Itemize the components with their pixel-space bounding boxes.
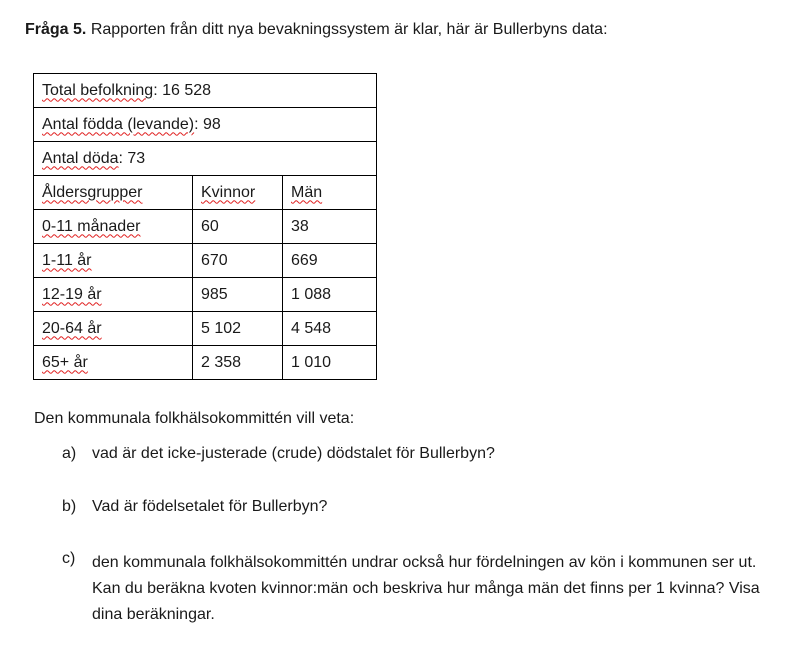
men-count-cell: 1 010 <box>283 346 377 380</box>
total-population-label: Total befolkning <box>42 81 154 99</box>
age-group-cell: 65+ år <box>34 346 193 380</box>
header-men: Män <box>283 176 377 210</box>
men-count-cell: 1 088 <box>283 278 377 312</box>
women-count-cell: 60 <box>193 210 283 244</box>
men-count-cell: 4 548 <box>283 312 377 346</box>
table-row <box>34 346 377 380</box>
question-letter: a) <box>62 445 77 462</box>
question-text: vad är det icke-justerade (crude) dödstalet för Bullerbyn? <box>92 445 495 462</box>
men-count-cell: 38 <box>283 210 377 244</box>
deaths-label: Antal döda <box>42 149 119 167</box>
question-letter: b) <box>62 498 77 515</box>
question-text: den kommunala folkhälsokommittén undrar också hur fördelningen av kön i kommunen ser ut. Kan du beräkna kvoten kvinnor:män och beskriva hur många män det finns per 1 kvinna? Visa dina beräkningar. <box>92 554 760 623</box>
births-cell: Antal födda (levande): 98 <box>34 108 377 142</box>
table-row <box>34 244 377 278</box>
women-count-cell: 670 <box>193 244 283 278</box>
deaths-value: 73 <box>127 149 146 167</box>
question-heading <box>25 21 608 39</box>
question-label: Fråga 5. <box>25 21 87 38</box>
table-row <box>34 210 377 244</box>
table-header-row <box>34 176 377 210</box>
question-letter: c) <box>62 550 76 567</box>
table-row <box>34 312 377 346</box>
population-data-table <box>33 73 377 380</box>
header-women: Kvinnor <box>193 176 283 210</box>
table-row-births <box>34 108 377 142</box>
women-count-cell: 985 <box>193 278 283 312</box>
age-group-cell: 20-64 år <box>34 312 193 346</box>
table-row-deaths <box>34 142 377 176</box>
women-count-cell: 5 102 <box>193 312 283 346</box>
births-label: Antal födda (levande) <box>42 115 195 133</box>
question-intro-text: Rapporten från ditt nya bevakningssystem är klar, här är Bullerbyns data: <box>90 21 608 38</box>
total-population-value: 16 528 <box>162 81 212 99</box>
men-count-cell: 669 <box>283 244 377 278</box>
age-group-cell: 0-11 månader <box>34 210 193 244</box>
deaths-cell: Antal döda: 73 <box>34 142 377 176</box>
total-population-cell: Total befolkning: 16 528 <box>34 74 377 108</box>
women-count-cell: 2 358 <box>193 346 283 380</box>
age-group-cell: 1-11 år <box>34 244 193 278</box>
committee-intro: Den kommunala folkhälsokommittén vill veta: <box>34 410 355 427</box>
age-group-cell: 12-19 år <box>34 278 193 312</box>
births-value: 98 <box>203 115 221 133</box>
question-text: Vad är födelsetalet för Bullerbyn? <box>92 498 328 515</box>
table-row <box>34 278 377 312</box>
header-age-groups: Åldersgrupper <box>34 176 193 210</box>
table-row-total-population <box>34 74 377 108</box>
